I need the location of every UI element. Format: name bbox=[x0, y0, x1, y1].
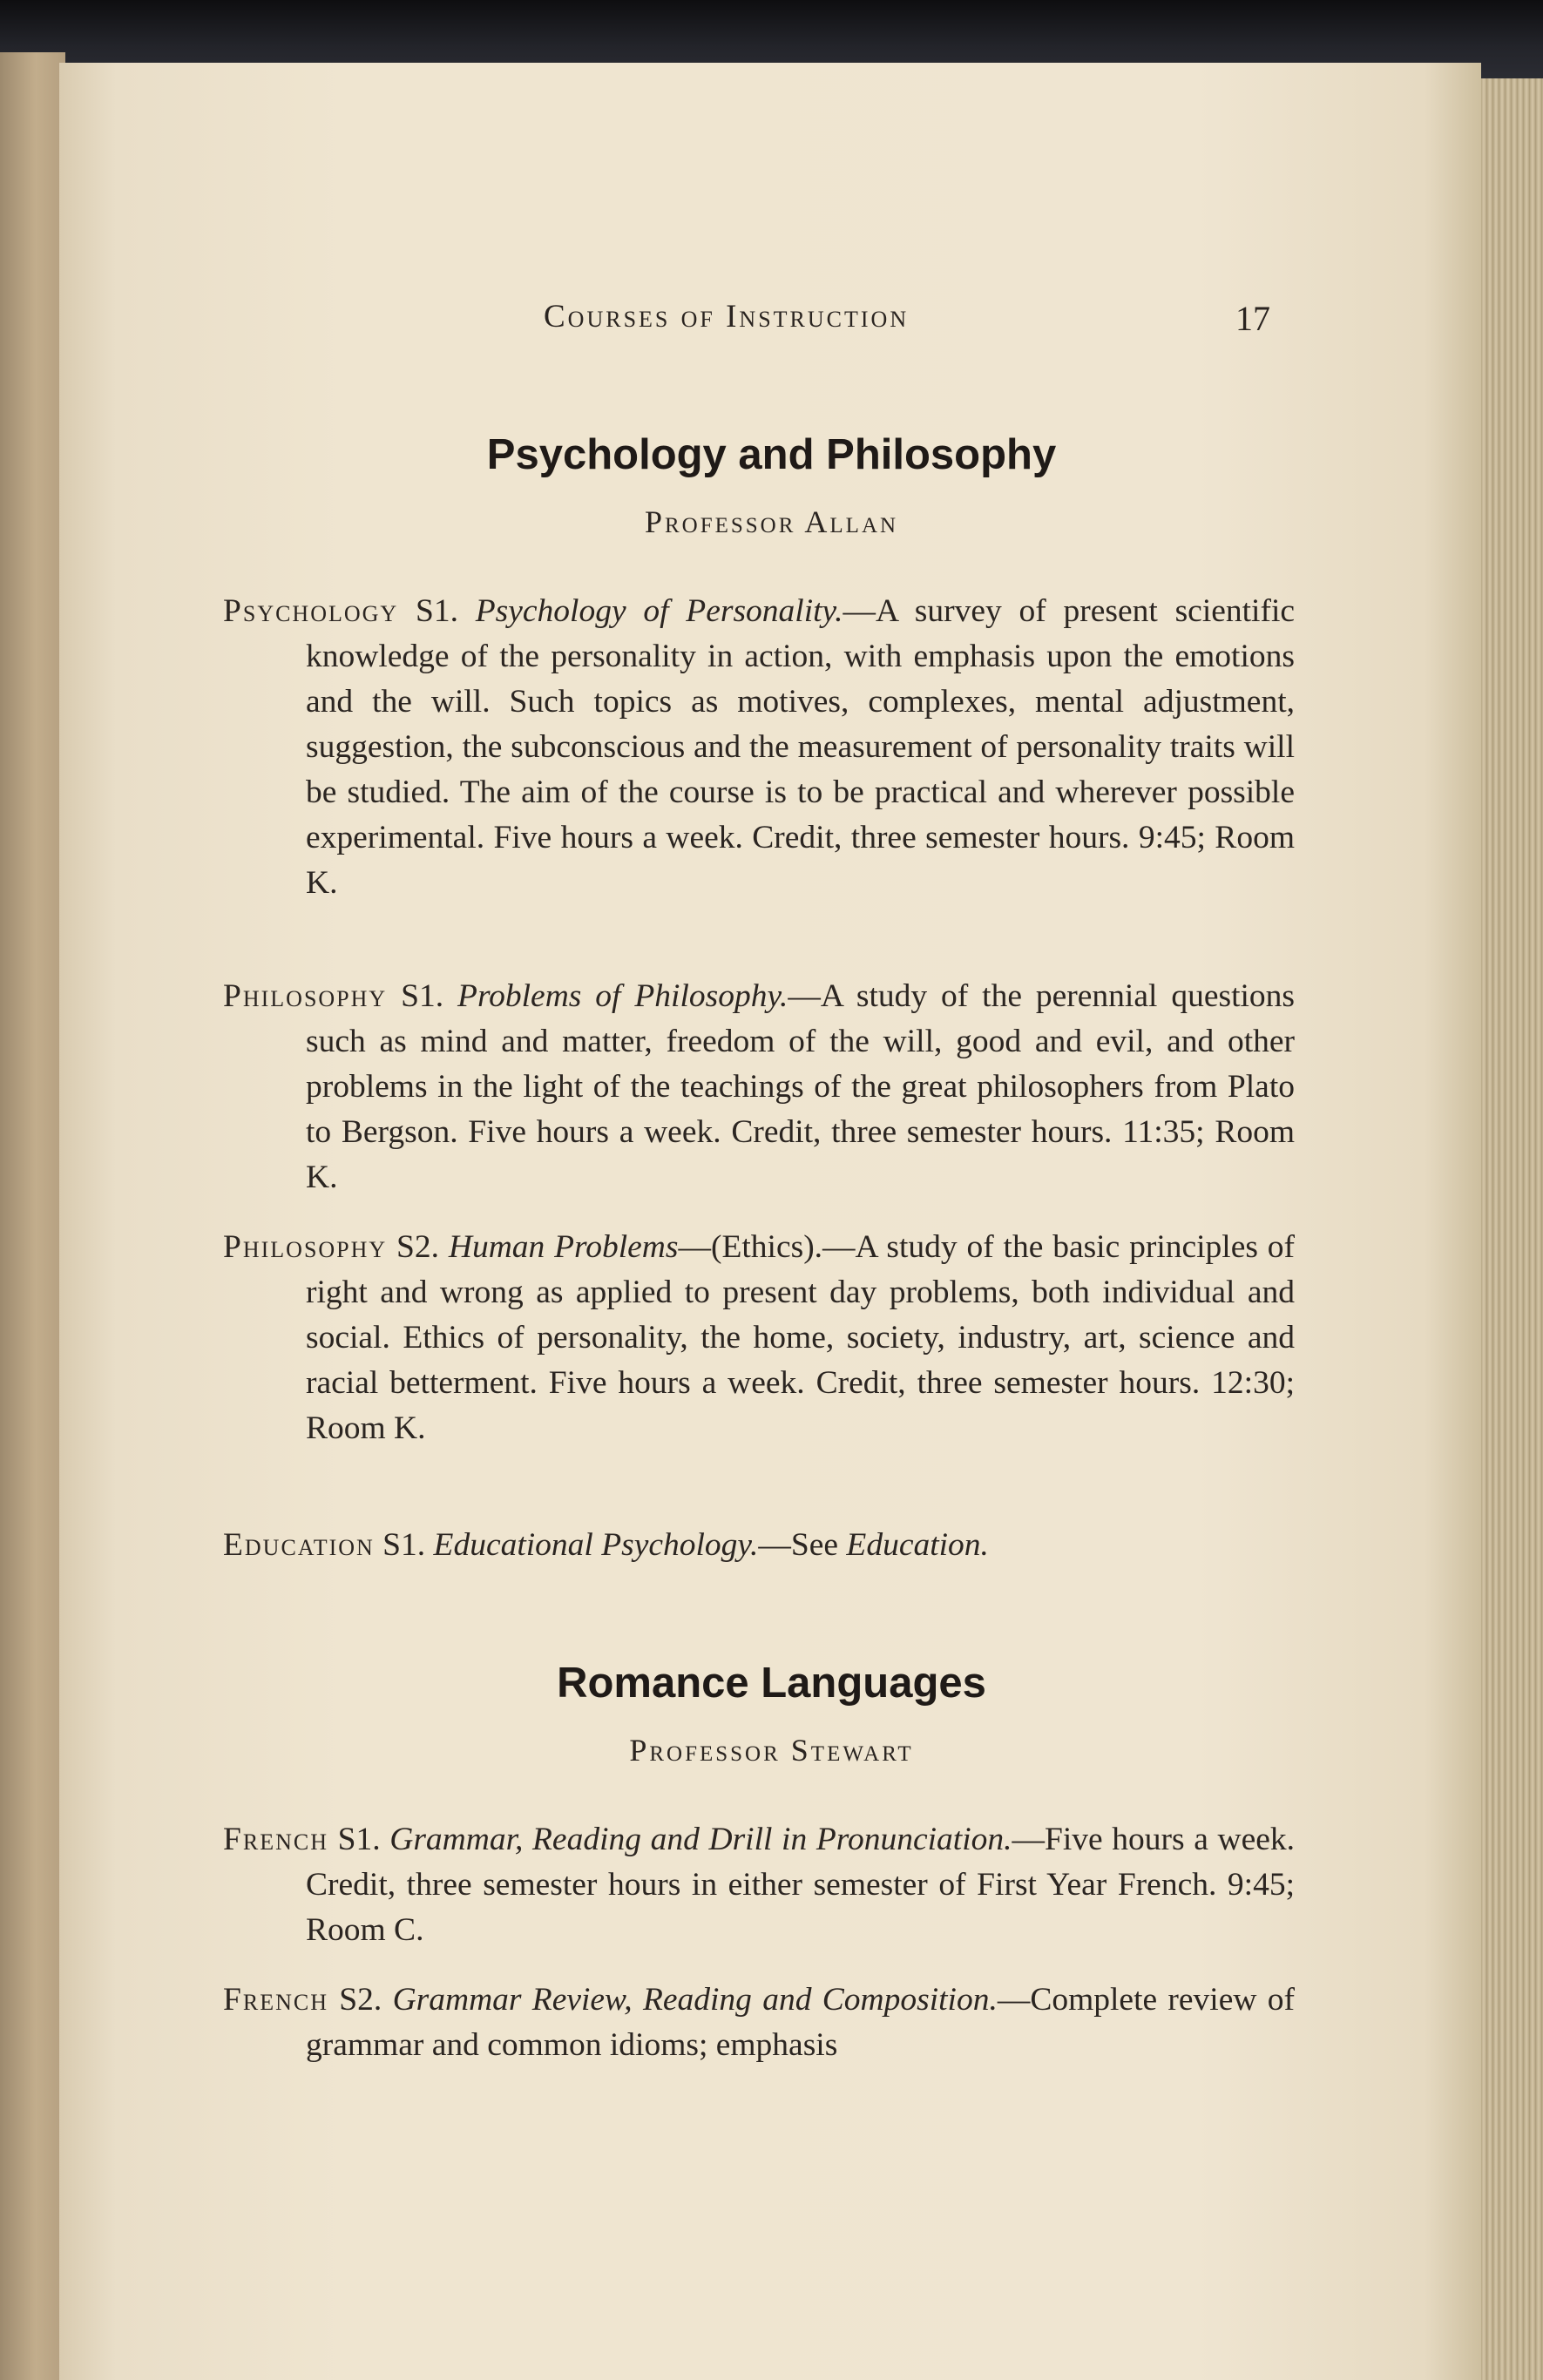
course-description: —Five hours a week. Credit, three semester hours in either semester of First Year French. 9:45; Room C. bbox=[306, 1822, 1296, 1948]
course-dept: French bbox=[223, 1982, 328, 2018]
course-title: Problems of Philosophy. bbox=[457, 978, 788, 1014]
course-title: Psychology of Personality. bbox=[475, 593, 843, 629]
course-see-also: Education. bbox=[846, 1527, 989, 1563]
course-entry-french-s1 bbox=[223, 1817, 1295, 1953]
section-title-romance: Romance Languages bbox=[557, 1660, 986, 1707]
page-number: 17 bbox=[1235, 299, 1270, 338]
course-dept: Education bbox=[223, 1527, 375, 1563]
course-description: —(Ethics).—A study of the basic principles of right and wrong as applied to present day problems, both individual and social. Ethics of personality, the home, society, industry, art, science and racial betterment. Five hours a week. Credit, three semester hours. 12:30; Room K. bbox=[306, 1229, 1296, 1446]
course-description: —Complete review of grammar and common idioms; emphasis bbox=[306, 1982, 1295, 2063]
course-code: S1. bbox=[337, 1822, 381, 1857]
course-code: S2. bbox=[396, 1229, 440, 1265]
section-professor-romance: Professor Stewart bbox=[629, 1733, 914, 1768]
course-dept: Philosophy bbox=[223, 978, 388, 1014]
course-description: —See bbox=[758, 1527, 847, 1563]
course-code: S1. bbox=[382, 1527, 426, 1563]
course-entry-psychology-s1 bbox=[223, 589, 1295, 906]
course-title: Grammar, Reading and Drill in Pronunciation. bbox=[389, 1822, 1012, 1857]
course-code: S1. bbox=[415, 593, 458, 629]
running-head bbox=[0, 298, 1543, 350]
section-title-psychology: Psychology and Philosophy bbox=[486, 431, 1057, 478]
book-gutter bbox=[0, 52, 65, 2380]
course-code: S1. bbox=[401, 978, 444, 1014]
course-entry-french-s2 bbox=[223, 1978, 1295, 2068]
course-dept: Psychology bbox=[223, 593, 399, 629]
course-title: Grammar Review, Reading and Composition. bbox=[392, 1982, 998, 2018]
course-description: —A study of the perennial questions such as mind and matter, freedom of the will, good and evil, and other problems in the light of the teachings of the great philosophers from Plato to Bergson. Five hours a week. Credit, three semester hours. 11:35; Room K. bbox=[306, 978, 1295, 1195]
course-dept: French bbox=[223, 1822, 328, 1857]
course-dept: Philosophy bbox=[223, 1229, 388, 1265]
course-description: —A survey of present scientific knowledge of the personality in action, with emphasis upon the emotions and the will. Such topics as motives, complexes, mental adjustment, suggestion, the subconscious and the measurement of personality traits will be studied. The aim of the course is to be practical and wherever possible experimental. Five hours a week. Credit, three semester hours. 9:45; Room K. bbox=[306, 593, 1296, 901]
running-head-title: Courses of Instruction bbox=[544, 299, 910, 335]
course-entry-philosophy-s2 bbox=[223, 1225, 1295, 1451]
course-entry-philosophy-s1 bbox=[223, 974, 1295, 1200]
page-edges bbox=[1481, 78, 1543, 2380]
section-professor-psychology: Professor Allan bbox=[644, 504, 899, 539]
course-code: S2. bbox=[339, 1982, 382, 2018]
course-entry-education-s1 bbox=[223, 1523, 1295, 1568]
course-title: Human Problems bbox=[448, 1229, 679, 1265]
course-title: Educational Psychology. bbox=[433, 1527, 759, 1563]
